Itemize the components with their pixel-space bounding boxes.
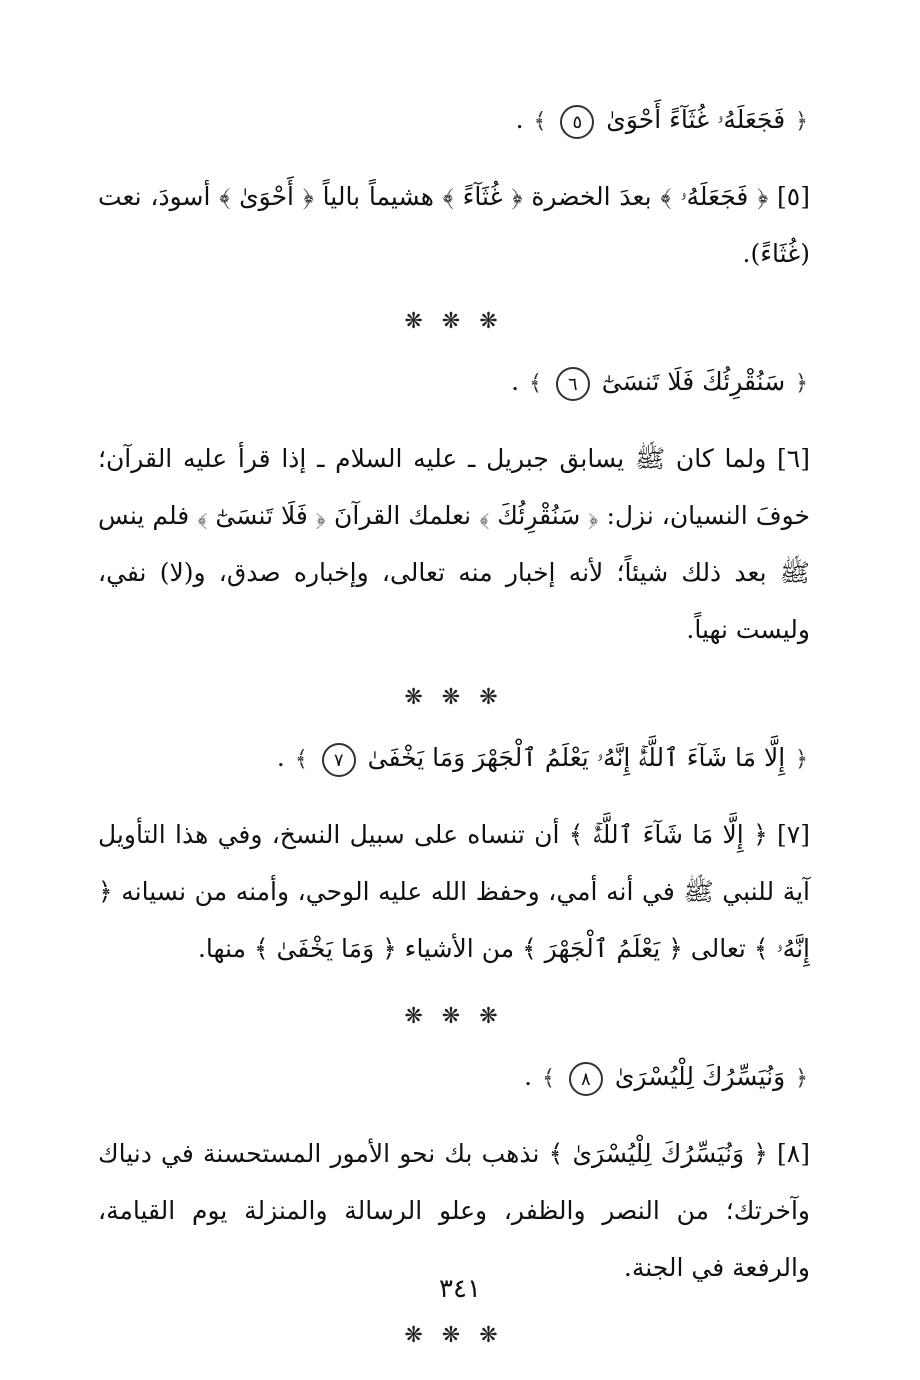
section-8 [98, 1057, 810, 1296]
ornament-open-icon: ﴿ [795, 747, 808, 772]
section-7 [98, 738, 810, 977]
page-body [98, 100, 810, 1376]
verse-line [98, 100, 810, 142]
verse-end-mark: . [515, 105, 524, 134]
section-6 [98, 362, 810, 658]
verse-text: سَنُقْرِئُكَ فَلَا تَنسَىٰٓ [601, 367, 786, 396]
commentary-paragraph: [٧] ﴿ إِلَّا مَا شَآءَ ٱللَّهُۚ ﴾ أن تنساه على سبيل النسخ، وفي هذا التأويل آية للنبي ﷺ في أنه أمي، وحفظ الله عليه الوحي، وأمنه من نسيانه ﴿ إِنَّهُۥ ﴾ تعالى ﴿ يَعْلَمُ ٱلْجَهْرَ ﴾ من الأشياء ﴿ وَمَا يَخْفَىٰ ﴾ منها. [98, 820, 810, 963]
commentary-paragraph: [٥] ﴿ فَجَعَلَهُۥ ﴾ بعدَ الخضرة ﴿ غُثَآءً ﴾ هشيماً بالياً ﴿ أَحْوَىٰ ﴾ أسودَ، نعت (غُثَاءً). [98, 182, 810, 268]
ornament-close-icon: ﴾ [528, 371, 542, 396]
ayah-number-badge: ٥ [560, 105, 594, 139]
verse-text: إِلَّا مَا شَآءَ ٱللَّهُۚ إِنَّهُۥ يَعْلَمُ ٱلْجَهْرَ وَمَا يَخْفَىٰ [367, 743, 786, 772]
verse-end-mark: . [276, 743, 285, 772]
verse-end-mark: . [511, 367, 520, 396]
ornament-open-icon: ﴿ [795, 109, 808, 134]
commentary-paragraph: [٦] ولما كان ﷺ يسابق جبريل ـ عليه السلام ـ إذا قرأ عليه القرآن؛ خوفَ النسيان، نزل: ﴿ سَنُقْرِئُكَ ﴾ نعلمك القرآنَ ﴿ فَلَا تَنسَىٰٓ ﴾ فلم ينس ﷺ بعد ذلك شيئاً؛ لأنه إخبار منه تعالى، وإخباره صدق، و(لا) نفي، وليست نهياً. [98, 444, 810, 644]
verse-text: وَنُيَسِّرُكَ لِلْيُسْرَىٰ [614, 1062, 786, 1091]
ayah-number-badge: ٧ [322, 743, 356, 777]
page-number: ٣٤١ [439, 1274, 481, 1304]
ornament-close-icon: ﴾ [533, 109, 547, 134]
ayah-number-badge: ٦ [556, 367, 590, 401]
ornament-open-icon: ﴿ [795, 371, 808, 396]
ornament-open-icon: ﴿ [795, 1066, 808, 1091]
verse-line [98, 738, 810, 780]
verse-end-mark: . [524, 1062, 533, 1091]
ornament-close-icon: ﴾ [294, 747, 308, 772]
section-separator: ❋ ❋ ❋ [404, 685, 504, 710]
verse-line [98, 362, 810, 404]
ornament-close-icon: ﴾ [542, 1066, 555, 1091]
verse-text: فَجَعَلَهُۥ غُثَآءً أَحْوَىٰ [606, 105, 786, 134]
commentary-paragraph: [٨] ﴿ وَنُيَسِّرُكَ لِلْيُسْرَىٰ ﴾ نذهب بك نحو الأمور المستحسنة في دنياك وآخرتك؛ من النصر والظفر، وعلو الرسالة والمنزلة يوم القيامة، والرفعة في الجنة. [98, 1139, 810, 1282]
section-separator: ❋ ❋ ❋ [404, 1323, 504, 1348]
ayah-number-badge: ٨ [569, 1062, 603, 1096]
section-5 [98, 100, 810, 282]
section-separator: ❋ ❋ ❋ [404, 1004, 504, 1029]
verse-line [98, 1057, 810, 1099]
section-separator: ❋ ❋ ❋ [404, 309, 504, 334]
